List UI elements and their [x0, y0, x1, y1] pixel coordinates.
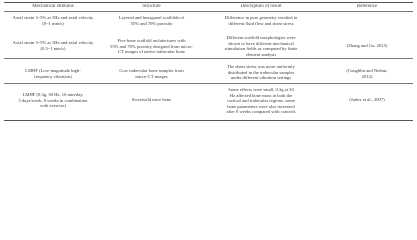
table-top-rule [4, 2, 413, 3]
table-bottom-rule [4, 120, 413, 121]
header-structure: Structure [142, 4, 161, 9]
results-table [4, 2, 413, 125]
row2-result: Different scaffold morphologies were shown to have different mechanical stimulation fields as computed by finite element analysis [224, 35, 298, 57]
row1-result: Difference in pore geometry resulted in different fluid flow and shear stress [224, 15, 298, 26]
row-rule-2 [4, 83, 413, 84]
row2-reference: (Zhang and Gu, 2015) [346, 43, 388, 48]
row3-result: The shear stress was more uniformly distributed in the trabecular samples under different vibration settings [227, 64, 295, 81]
row3-reference: (Coughlin and Niebur, 2012) [346, 68, 388, 79]
row4-result: Some effects were small, 0.3g at 30 Hz affected bone mass in both the cortical and trabecular regions; some bone parameters were also increased after 8 weeks compared with controls [226, 87, 296, 115]
row4-reference: (Judex et al., 2007) [349, 97, 385, 102]
row2-stimulus: Axial strain 3~5% at 1Hz and axial velocity (0.5~1 mm/s) [12, 40, 94, 51]
row-rule-1 [4, 58, 413, 59]
row3-structure: Cow trabecular bone samples from micro-CT images [119, 68, 184, 79]
header-rule [4, 11, 413, 12]
row1-structure: Layered and hexagonal scaffolds of 55% and 70% porosity [118, 15, 185, 26]
header-reference: Reference [356, 4, 378, 9]
row4-stimulus: LMHF (0.3g, 30 Hz, 10 min/day, 5 days/week, 8 weeks in combination with exercise) [18, 92, 88, 109]
row3-stimulus: LMHF (Low-magnitude high- frequency vibration) [25, 68, 81, 79]
row2-structure: Five bone scaffold architectures with 55% and 70% porosity designed from micro- CT images of native trabecular bone [110, 38, 193, 55]
header-description-of-result: Description of result [240, 4, 282, 9]
header-mechanical-stimulus: Mechanical stimulus [32, 4, 74, 9]
row4-structure: Sweetwild mice bone [131, 97, 172, 102]
row1-stimulus: Axial strain 3~5% at 1Hz and axial velocity (0~1 mm/s) [12, 15, 94, 26]
